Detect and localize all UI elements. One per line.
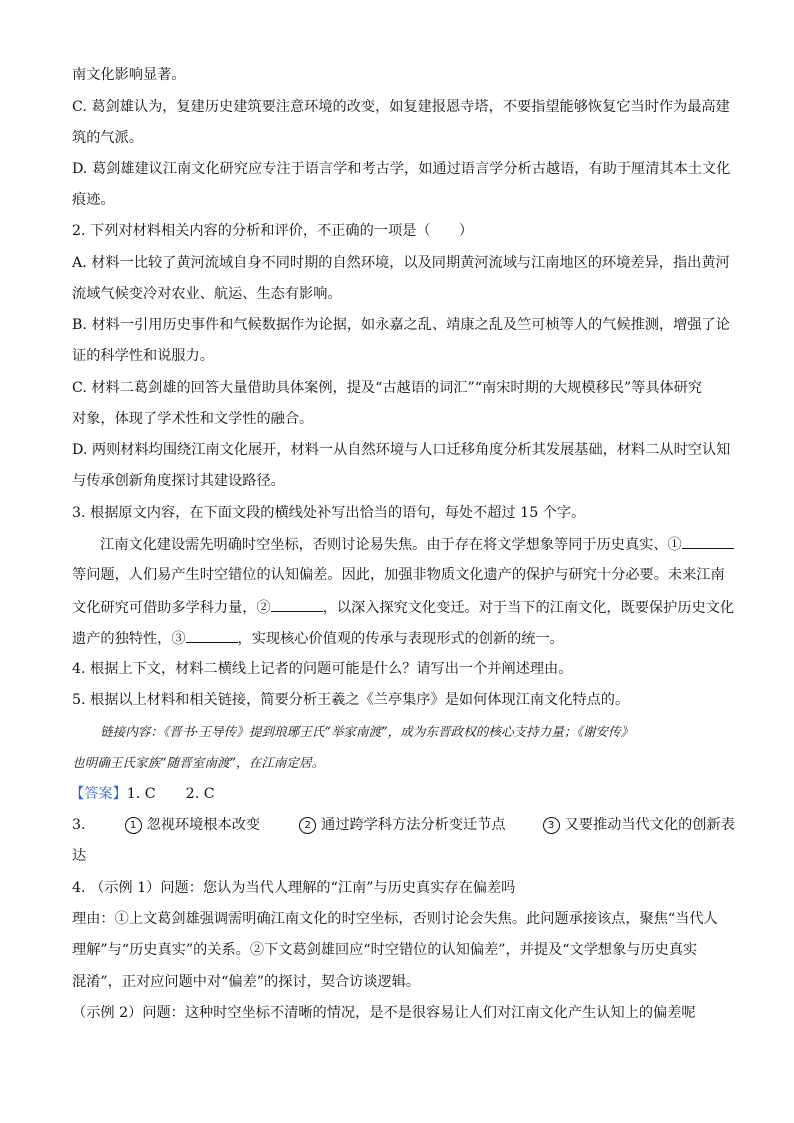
answer-4-line: 理解”与“历史真实”的关系。②下文葛剑雄回应“时空错位的认知偏差”，并提及“文学想象与历史真实 bbox=[72, 942, 698, 958]
answer-4-line: 混淆”，正对应问题中对“偏差”的探讨，契合访谈逻辑。 bbox=[72, 974, 421, 990]
link-content-line: 链接内容：《晋书·王导传》提到琅琊王氏“举家南渡”，成为东晋政权的核心支持力量；《谢安传》 bbox=[100, 724, 634, 739]
option-c-line: C. 葛剑雄认为，复建历史建筑要注意环境的改变，如复建报恩寺塔，不要指望能够恢复它当时作为最高建 bbox=[72, 99, 730, 115]
answer-3-number: 3. bbox=[72, 817, 86, 833]
answer-1: 1. C bbox=[126, 786, 156, 802]
text-line: 流域气候变冷对农业、航运、生态有影响。 bbox=[72, 286, 342, 302]
circled-number-icon: 2 bbox=[299, 817, 316, 834]
option-a-line: A. 材料一比较了黄河流域自身不同时期的自然环境，以及同期黄河流域与江南地区的环境差异，指出黄河 bbox=[72, 255, 730, 271]
circled-number-icon: 3 bbox=[543, 817, 560, 834]
answer-3-item: 忽视环境根本改变 bbox=[146, 817, 261, 833]
text-line: 与传承创新角度探讨其建设路径。 bbox=[72, 473, 285, 489]
paragraph-text: ，以深入探究文化变迁。对于当下的江南文化，既要保护历史文化 bbox=[322, 600, 735, 616]
blank-line bbox=[271, 597, 323, 612]
link-content-line: 也明确王氏家族“随晋室南渡”，在江南定居。 bbox=[72, 755, 325, 770]
paragraph-text: ，实现核心价值观的传承与表现形式的创新的统一。 bbox=[237, 631, 564, 647]
fill-paragraph-line bbox=[72, 597, 734, 618]
answer-3-item: 通过跨学科方法分析变迁节点 bbox=[321, 817, 506, 833]
option-b-line: B. 材料一引用历史事件和气候数据作为论据，如永嘉之乱、靖康之乱及竺可桢等人的气候推测，增强了论 bbox=[72, 317, 730, 333]
answer-4-line: 理由：①上文葛剑雄强调需明确江南文化的时空坐标，否则讨论会失焦。此问题承接该点，聚焦“当代人 bbox=[72, 911, 718, 927]
text-line: 对象，体现了学术性和文学性的融合。 bbox=[72, 411, 314, 427]
blank-line bbox=[682, 534, 734, 549]
option-c-line: C. 材料二葛剑雄的回答大量借助具体案例，提及“古越语的词汇”“南宋时期的大规模移民”等具体研究 bbox=[72, 380, 703, 396]
answer-4-line: 4. （示例 1）问题：您认为当代人理解的“江南”与历史真实存在偏差吗 bbox=[72, 880, 516, 896]
question-2: 2. 下列对材料相关内容的分析和评价，不正确的一项是（ ） bbox=[72, 223, 474, 239]
paragraph-text: 文化研究可借助多学科力量，② bbox=[72, 600, 271, 616]
option-d-line: D. 葛剑雄建议江南文化研究应专注于语言学和考古学，如通过语言学分析古越语，有助于厘清其本土文化 bbox=[72, 161, 731, 177]
text-line: 达 bbox=[72, 848, 87, 864]
fill-paragraph-line bbox=[100, 534, 734, 555]
answer-3-line bbox=[72, 815, 735, 835]
circled-number-icon: 1 bbox=[125, 817, 142, 834]
paragraph-text: 遗产的独特性，③ bbox=[72, 631, 186, 647]
question-4: 4. 根据上下文，材料二横线上记者的问题可能是什么？请写出一个并阐述理由。 bbox=[72, 661, 573, 677]
text-line: 筑的气派。 bbox=[72, 130, 143, 146]
text-line: 痕迹。 bbox=[72, 192, 115, 208]
text-line: 南文化影响显著。 bbox=[72, 67, 186, 83]
paragraph-text: 江南文化建设需先明确时空坐标，否则讨论易失焦。由于存在将文学想象等同于历史真实、① bbox=[100, 537, 682, 553]
blank-line bbox=[186, 628, 238, 643]
fill-paragraph-line: 等问题，人们易产生时空错位的认知偏差。因此，加强非物质文化遗产的保护与研究十分必要。未来江南 bbox=[72, 567, 725, 583]
answer-3-item: 又要推动当代文化的创新表 bbox=[564, 817, 735, 833]
answer-2: 2. C bbox=[185, 786, 215, 802]
option-d-line: D. 两则材料均围绕江南文化展开，材料一从自然环境与人口迁移角度分析其发展基础，材料二从时空认知 bbox=[72, 442, 731, 458]
question-5: 5. 根据以上材料和相关链接，简要分析王羲之《兰亭集序》是如何体现江南文化特点的。 bbox=[72, 692, 630, 708]
text-line: 证的科学性和说服力。 bbox=[72, 348, 214, 364]
answer-tag: 【答案】 bbox=[70, 786, 127, 802]
fill-paragraph-line bbox=[72, 628, 564, 649]
question-3: 3. 根据原文内容，在下面文段的横线处补写出恰当的语句，每处不超过 15 个字。 bbox=[72, 505, 586, 521]
answer-4-line: （示例 2）问题：这种时空坐标不清晰的情况，是不是很容易让人们对江南文化产生认知上的偏差呢 bbox=[72, 1005, 696, 1021]
answer-line bbox=[70, 784, 215, 804]
